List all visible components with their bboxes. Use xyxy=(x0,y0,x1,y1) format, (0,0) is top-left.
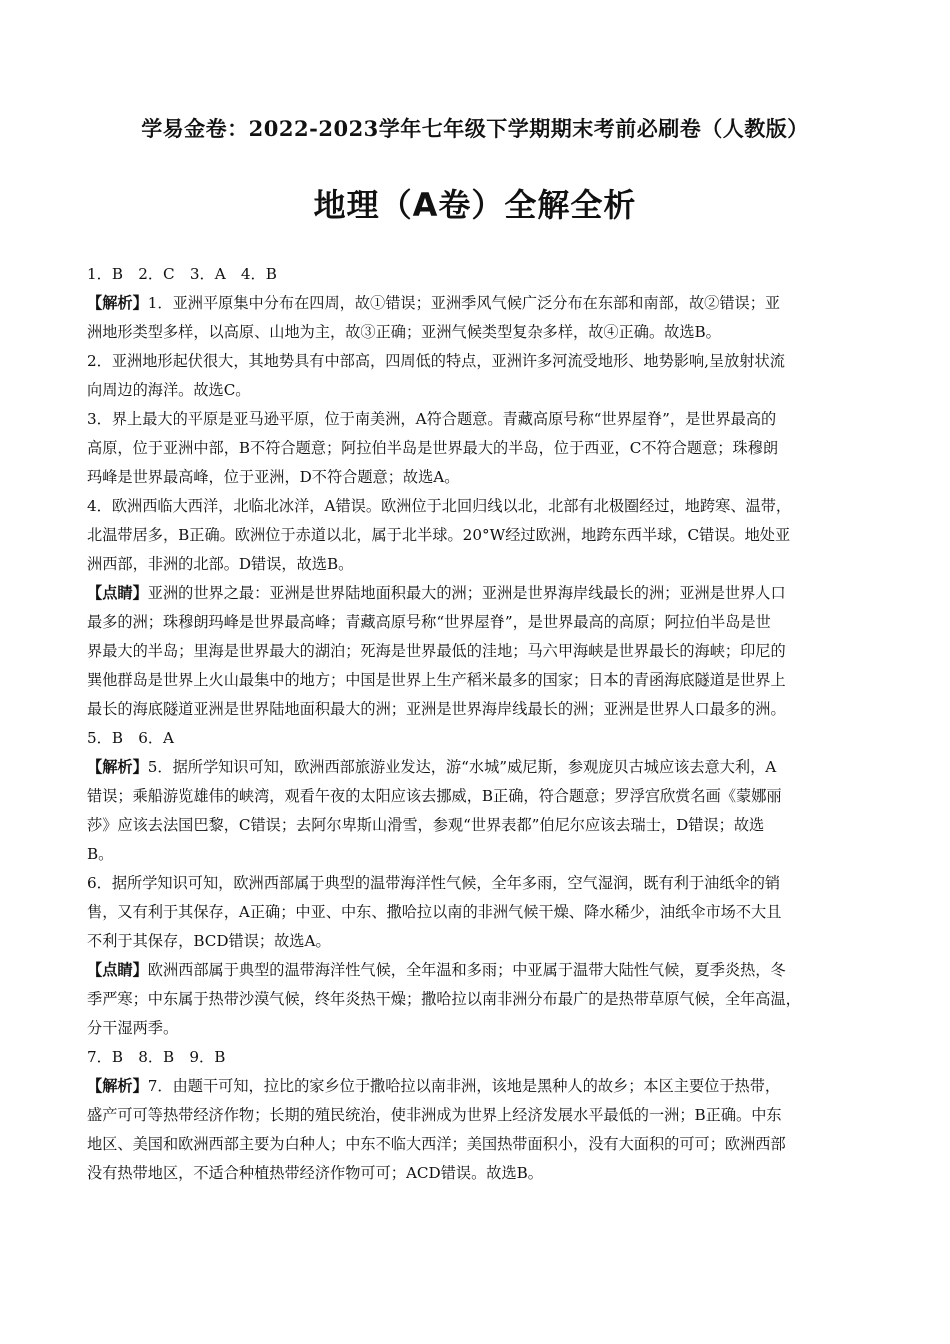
text-line xyxy=(87,1072,867,1101)
line-text: 亚洲的世界之最：亚洲是世界陆地面积最大的洲；亚洲是世界海岸线最长的洲；亚洲是世界人口 xyxy=(147,584,786,602)
line-text: 洲地形类型多样，以高原、山地为主，故③正确；亚洲气候类型复杂多样，故④正确。故选B。 xyxy=(87,323,721,341)
document-title: 地理（A卷）全解全析 xyxy=(313,186,637,224)
line-text: 界最大的半岛；里海是世界最大的湖泊；死海是世界最低的洼地；马六甲海峡是世界最长的海峡；印尼的 xyxy=(87,642,786,660)
answer-content xyxy=(87,260,867,1188)
text-line xyxy=(87,608,867,637)
text-line xyxy=(87,1101,867,1130)
text-line xyxy=(87,811,867,840)
text-line xyxy=(87,521,867,550)
text-line xyxy=(87,318,867,347)
text-line xyxy=(87,579,867,608)
line-text: 最长的海底隧道亚洲是世界陆地面积最大的洲；亚洲是世界海岸线最长的洲；亚洲是世界人口最多的洲。 xyxy=(87,700,786,718)
text-line xyxy=(87,724,867,753)
line-text: 1．亚洲平原集中分布在四周，故①错误；亚洲季风气候广泛分布在东部和南部，故②错误；亚 xyxy=(147,294,781,312)
line-text: 盛产可可等热带经济作物；长期的殖民统治，使非洲成为世界上经济发展水平最低的一洲；B正确。中东 xyxy=(87,1106,782,1124)
line-text: 分干湿两季。 xyxy=(87,1019,179,1037)
text-line xyxy=(87,289,867,318)
line-text: B。 xyxy=(87,845,114,863)
line-text: 巽他群岛是世界上火山最集中的地方；中国是世界上生产稻米最多的国家；日本的青函海底隧道是世界上 xyxy=(87,671,786,689)
text-line xyxy=(87,637,867,666)
line-text: 莎》应该去法国巴黎，C错误；去阿尔卑斯山滑雪，参观“世界表都”伯尼尔应该去瑞士，D错误；故选 xyxy=(87,816,765,834)
text-line xyxy=(87,463,867,492)
text-line xyxy=(87,550,867,579)
line-text: 1．B 2．C 3．A 4．B xyxy=(87,265,277,283)
text-line xyxy=(87,898,867,927)
line-text: 7．B 8．B 9．B xyxy=(87,1048,226,1066)
line-text: 6．据所学知识可知，欧洲西部属于典型的温带海洋性气候，全年多雨，空气湿润，既有利于油纸伞的销 xyxy=(87,874,781,892)
line-text: 5．据所学知识可知，欧洲西部旅游业发达，游“水城”威尼斯，参观庞贝古城应该去意大利，A xyxy=(147,758,777,776)
text-line xyxy=(87,869,867,898)
line-text: 向周边的海洋。故选C。 xyxy=(87,381,251,399)
section-tag: 【解析】 xyxy=(87,1077,148,1095)
text-line xyxy=(87,492,867,521)
line-text: 季严寒；中东属于热带沙漠气候，终年炎热干燥；撒哈拉以南非洲分布最广的是热带草原气候，全年高温， xyxy=(87,990,801,1008)
text-line xyxy=(87,1014,867,1043)
exam-subtitle: 学易金卷：2022-2023学年七年级下学期期末考前必刷卷（人教版） xyxy=(141,116,809,141)
line-text: 7．由题干可知，拉比的家乡位于撒哈拉以南非洲，该地是黑种人的故乡；本区主要位于热带， xyxy=(147,1077,781,1095)
text-line xyxy=(87,1159,867,1188)
text-line xyxy=(87,782,867,811)
line-text: 地区、美国和欧洲西部主要为白种人；中东不临大西洋；美国热带面积小，没有大面积的可可；欧洲西部 xyxy=(87,1135,786,1153)
text-line xyxy=(87,840,867,869)
line-text: 售，又有利于其保存，A正确；中亚、中东、撒哈拉以南的非洲气候干燥、降水稀少，油纸伞市场不大且 xyxy=(87,903,782,921)
text-line xyxy=(87,347,867,376)
text-line xyxy=(87,753,867,782)
line-text: 欧洲西部属于典型的温带海洋性气候，全年温和多雨；中亚属于温带大陆性气候，夏季炎热，冬 xyxy=(147,961,786,979)
line-text: 北温带居多，B正确。欧洲位于赤道以北，属于北半球。20°W经过欧洲，地跨东西半球，C错误。地处亚 xyxy=(87,526,791,544)
line-text: 洲西部，非洲的北部。D错误，故选B。 xyxy=(87,555,354,573)
line-text: 高原，位于亚洲中部，B不符合题意；阿拉伯半岛是世界最大的半岛，位于西亚，C不符合题意；珠穆朗 xyxy=(87,439,779,457)
text-line xyxy=(87,927,867,956)
text-line xyxy=(87,376,867,405)
line-text: 5．B 6．A xyxy=(87,729,175,747)
line-text: 不利于其保存，BCD错误；故选A。 xyxy=(87,932,331,950)
line-text: 2．亚洲地形起伏很大，其地势具有中部高，四周低的特点，亚洲许多河流受地形、地势影响,呈放射状流 xyxy=(87,352,785,370)
text-line xyxy=(87,405,867,434)
section-tag: 【点睛】 xyxy=(87,584,148,602)
text-line xyxy=(87,1130,867,1159)
section-tag: 【点睛】 xyxy=(87,961,148,979)
line-text: 4．欧洲西临大西洋，北临北冰洋，A错误。欧洲位于北回归线以北，北部有北极圈经过，地跨寒、温带， xyxy=(87,497,792,515)
text-line xyxy=(87,666,867,695)
line-text: 错误；乘船游览雄伟的峡湾，观看午夜的太阳应该去挪威，B正确，符合题意；罗浮宫欣赏名画《蒙娜丽 xyxy=(87,787,782,805)
text-line xyxy=(87,985,867,1014)
line-text: 玛峰是世界最高峰，位于亚洲，D不符合题意；故选A。 xyxy=(87,468,460,486)
text-line xyxy=(87,695,867,724)
line-text: 没有热带地区，不适合种植热带经济作物可可；ACD错误。故选B。 xyxy=(87,1164,543,1182)
text-line xyxy=(87,434,867,463)
text-line xyxy=(87,956,867,985)
line-text: 3．界上最大的平原是亚马逊平原，位于南美洲，A符合题意。青藏高原号称“世界屋脊”，是世界最高的 xyxy=(87,410,777,428)
section-tag: 【解析】 xyxy=(87,294,148,312)
text-line xyxy=(87,260,867,289)
section-tag: 【解析】 xyxy=(87,758,148,776)
text-line xyxy=(87,1043,867,1072)
line-text: 最多的洲；珠穆朗玛峰是世界最高峰；青藏高原号称“世界屋脊”，是世界最高的高原；阿拉伯半岛是世 xyxy=(87,613,771,631)
